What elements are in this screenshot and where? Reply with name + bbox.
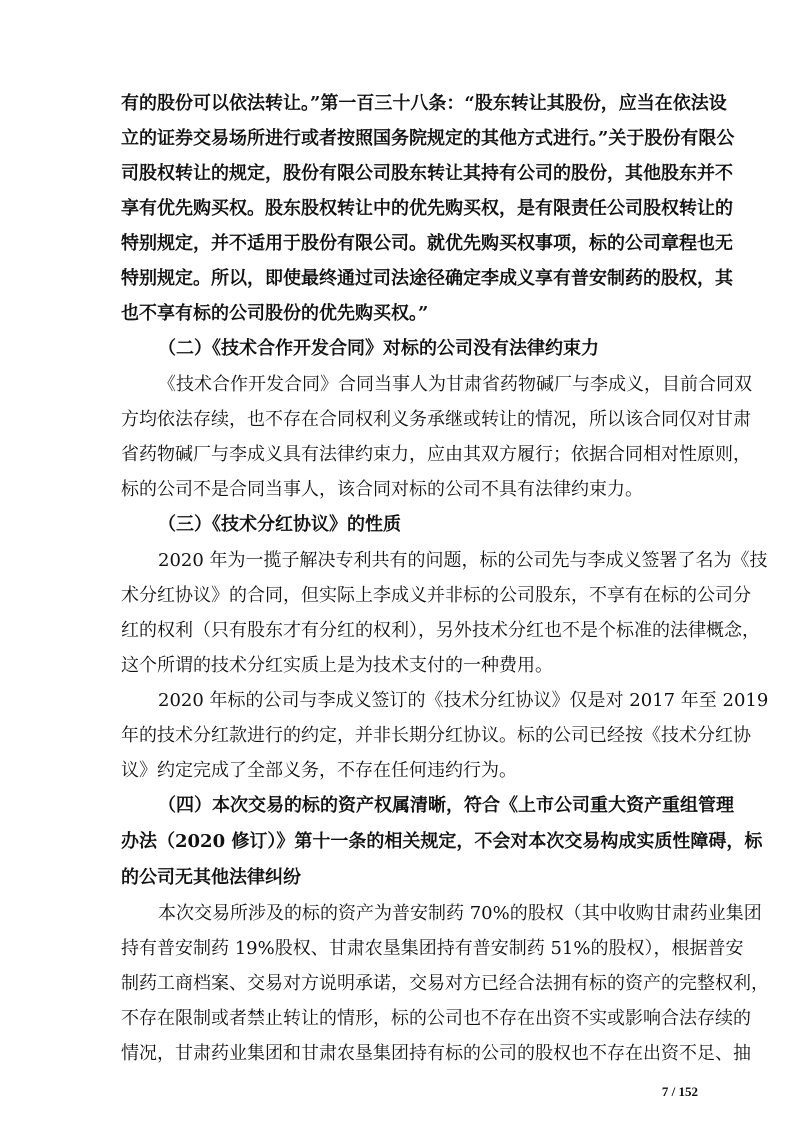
text-line: 红的权利（只有股东才有分红的权利），另外技术分红也不是个标准的法律概念，	[121, 620, 760, 641]
text-line: 议》约定完成了全部义务，不存在任何违约行为。	[121, 760, 517, 781]
text-line: 年的技术分红款进行的约定，并非长期分红协议。标的公司已经按《技术分红协	[121, 725, 751, 746]
heading-line: （三）《技术分红协议》的性质	[158, 514, 401, 535]
paragraph-4	[121, 683, 769, 788]
text-line: 享有优先购买权。股东股权转让中的优先购买权，是有限责任公司股权转让的	[121, 198, 733, 219]
text-line: 有的股份可以依法转让。”第一百三十八条：“股东转让其股份，应当在依法设	[121, 93, 727, 114]
text-line: 《技术合作开发合同》合同当事人为甘肃省药物碱厂与李成义，目前合同双	[158, 374, 752, 395]
page-number: 7 / 152	[661, 1084, 698, 1099]
text-line: 立的证券交易场所进行或者按照国务院规定的其他方式进行。”关于股份有限公	[121, 128, 735, 149]
heading-line: （二）《技术合作开发合同》对标的公司没有法律约束力	[158, 338, 599, 359]
text-line: 2020 年为一揽子解决专利共有的问题，标的公司先与李成义签署了名为《技	[158, 550, 768, 571]
text-line: 标的公司不是合同当事人，该合同对标的公司不具有法律约束力。	[121, 479, 643, 500]
text-line: 省药物碱厂与李成义具有法律约束力，应由其双方履行；依据合同相对性原则，	[121, 444, 751, 465]
text-line: 司股权转让的规定，股份有限公司股东转让其持有公司的股份，其他股东并不	[121, 163, 733, 184]
paragraph-quote	[121, 86, 735, 331]
paragraph-3	[121, 543, 768, 683]
text-line: 持有普安制药 19%股权、甘肃农垦集团持有普安制药 51%的股权），根据普安	[121, 938, 744, 959]
text-line: 情况，甘肃药业集团和甘肃农垦集团持有标的公司的股权也不存在出资不足、抽	[121, 1043, 751, 1064]
section-heading-4	[121, 788, 763, 896]
heading-line: 的公司无其他法律纠纷	[121, 867, 301, 888]
heading-line: 办法（2020 修订）》第十一条的相关规定，不会对本次交易构成实质性障碍，标	[121, 831, 763, 852]
text-line: 这个所谓的技术分红实质上是为技术支付的一种费用。	[121, 655, 553, 676]
text-line: 特别规定，并不适用于股份有限公司。就优先购买权事项，标的公司章程也无	[121, 233, 733, 254]
heading-line: （四）本次交易的标的资产权属清晰，符合《上市公司重大资产重组管理	[158, 795, 734, 816]
text-line: 本次交易所涉及的标的资产为普安制药 70%的股权（其中收购甘肃药业集团	[158, 903, 762, 924]
text-line: 不存在限制或者禁止转让的情形，标的公司也不存在出资不实或影响合法存续的	[121, 1008, 751, 1029]
text-line: 方均依法存续，也不存在合同权利义务承继或转让的情况，所以该合同仅对甘肃	[121, 409, 751, 430]
text-line: 也不享有标的公司股份的优先购买权。”	[121, 303, 429, 324]
paragraph-2	[121, 367, 752, 507]
text-line: 2020 年标的公司与李成义签订的《技术分红协议》仅是对 2017 年至 2019	[158, 690, 769, 711]
text-line: 特别规定。所以，即使最终通过司法途径确定李成义享有普安制药的股权，其	[121, 268, 733, 289]
section-heading-3	[121, 507, 699, 543]
text-line: 制药工商档案、交易对方说明承诺，交易对方已经合法拥有标的资产的完整权利，	[121, 973, 769, 994]
text-line: 术分红协议》的合同，但实际上李成义并非标的公司股东，不享有在标的公司分	[121, 585, 751, 606]
paragraph-5	[121, 896, 769, 1071]
section-heading-2	[121, 331, 699, 367]
